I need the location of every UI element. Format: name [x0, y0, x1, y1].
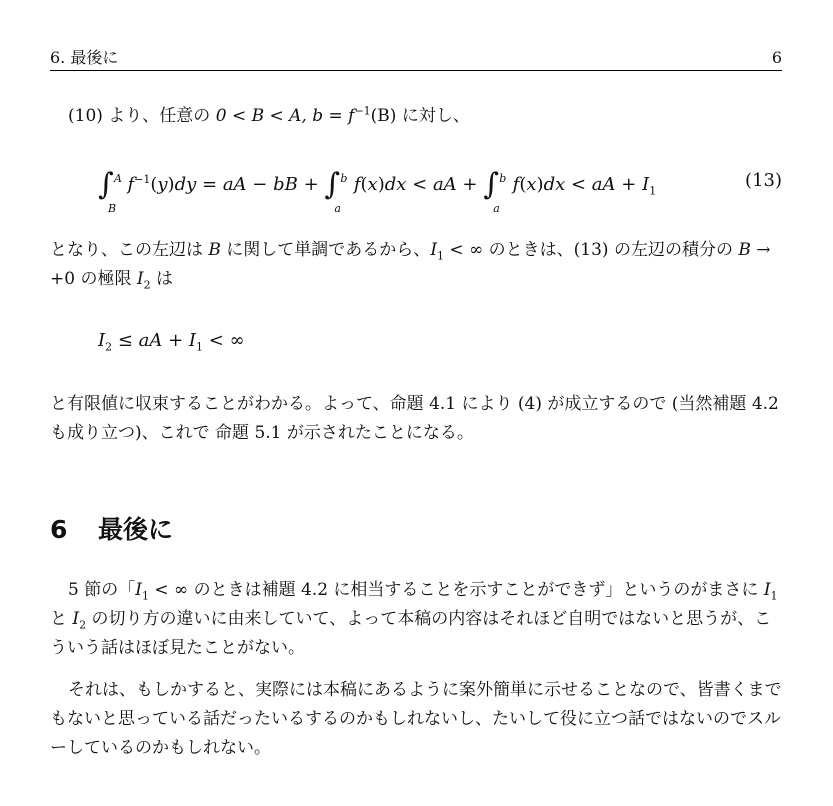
intro-after: (B) に対し、 [370, 106, 470, 126]
integral-1: ∫ A B [98, 170, 116, 200]
para-1-c: と [50, 609, 73, 629]
integral-3-lower: a [493, 202, 500, 215]
integral-2: ∫ b a [324, 170, 342, 200]
integral-1-upper: A [114, 172, 122, 185]
para-after-13-t4: の極限 [75, 269, 137, 289]
para-2: それは、もしかすると、実際には本稿にあるように案外簡単に示せることなので、皆書くまでもないと思っている話だったいるするのかもしれないし、たいして役に立つ話ではないのでスルーしているのかもしれない。 [50, 680, 782, 758]
para-after-13-t5: は [150, 269, 173, 289]
header-page-number: 6 [771, 48, 782, 67]
section-title: 最後に [98, 515, 174, 544]
para-after-13-t3: のときは、(13) の左辺の積分の [483, 240, 739, 260]
eq-term-1: f [121, 174, 135, 195]
equation-13-body: ∫ A B $f^{-1}(y)dy$ = aA − bB + ∫ b a f(x)dx < aA + ∫ b a f(x)dx < aA + $I_1$ [98, 170, 656, 200]
section-number: 6 [50, 515, 68, 544]
integral-3-upper: b [499, 172, 507, 185]
para-after-13-t1: となり、この左辺は [50, 240, 209, 260]
header-section-title: 6. 最後に [50, 48, 119, 67]
para-after-13: となり、この左辺は B に関して単調であるから、$I_1$ < ∞ のときは、(13) の左辺の積分の B → +0 の極限 $I_2$ は [50, 240, 771, 292]
intro-condition: 0 < B < A, b = f [215, 106, 355, 126]
equation-number: (13) [745, 170, 782, 191]
para-1-d: の切り方の違いに由来していて、よって本稿の内容はそれほど自明ではないと思うが、こういう話はほぼ見たことがない。 [50, 609, 772, 658]
integral-1-lower: B [108, 202, 117, 215]
integral-2-upper: b [340, 172, 348, 185]
para-1-b: のときは補題 4.2 に相当することを示すことができず」というのがまさに [188, 580, 764, 600]
para-conclusion: と有限値に収束することがわかる。よって、命題 4.1 により (4) が成立するので (当然補題 4.2 も成り立つ)、これで 命題 5.1 が示されたことになる。 [50, 394, 779, 443]
section-heading [50, 510, 173, 546]
equation-13 [50, 156, 782, 216]
intro-line [50, 102, 782, 131]
intro-prefix: (10) より、任意の [68, 106, 216, 126]
integral-2-lower: a [334, 202, 341, 215]
running-header [50, 48, 782, 71]
para-after-13-t2: に関して単調であるから、 [220, 240, 431, 260]
para-1-a: 5 節の「 [68, 580, 136, 600]
integral-3: ∫ b a [483, 170, 501, 200]
intro-inverse-sup: −1 [354, 104, 371, 118]
inequality-i2: $I_2$ ≤ aA + $I_1$ < ∞ [98, 330, 245, 354]
para-1: 5 節の「$I_1$ < ∞ のときは補題 4.2 に相当することを示すことができず」というのがまさに $I_1$ と $I_2$ の切り方の違いに由来していて、よって本稿の内容はそれほど自明ではないと思うが、こういう話はほぼ見たことがない。 [50, 580, 778, 658]
